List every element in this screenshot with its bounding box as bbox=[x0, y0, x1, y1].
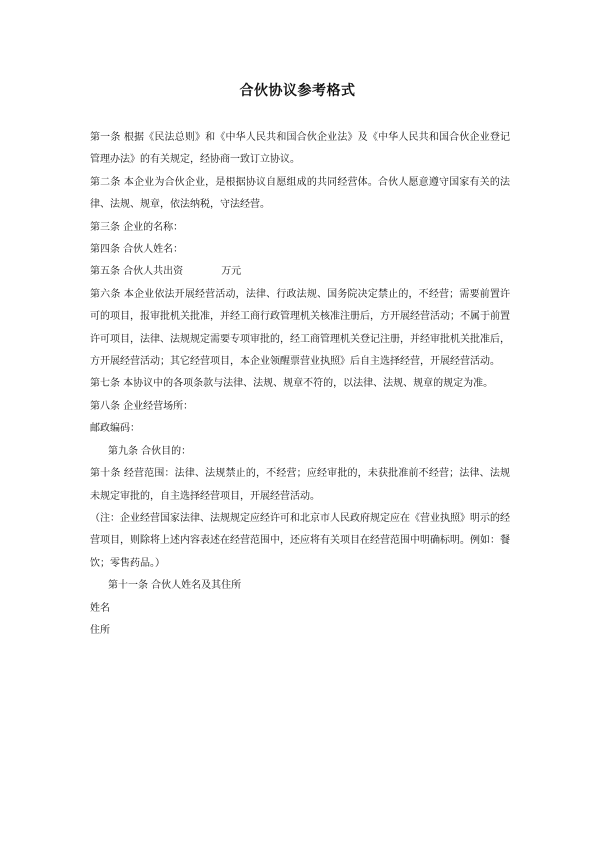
note-paragraph: （注：企业经营国家法律、法规规定应经许可和北京市人民政府规定应在《营业执照》明示的经营项目，则除将上述内容表述在经营范围中，还应将有关项目在经营范围中明确标明。例如：餐饮；零售药品。） bbox=[90, 512, 510, 569]
article-6: 第六条 本企业依法开展经营活动，法律、行政法规、国务院决定禁止的，不经营；需要前置许可的项目，报审批机关批准，并经工商行政管理机关核准注册后，方开展经营活动；不属于前置许可项目，法律、法规规定需要专项审批的，经工商管理机关登记注册，并经审批机关批准后，方开展经营活动；其它经营项目，本企业领醒票营业执照》后自主选择经营，开展经营活动。 bbox=[90, 288, 510, 368]
article-2: 第二条 本企业为合伙企业，是根据协议自愿组成的共同经营体。合伙人愿意遵守国家有关的法律、法规、规章，依法纳税，守法经营。 bbox=[90, 176, 510, 211]
article-5-unit: 万元 bbox=[221, 266, 242, 278]
article-11: 第十一条 合伙人姓名及其住所 bbox=[108, 580, 242, 592]
article-3: 第三条 企业的名称： bbox=[90, 221, 184, 233]
document-title: 合伙协议参考格式 bbox=[239, 83, 356, 99]
partner-name-field: 姓名 bbox=[90, 602, 110, 614]
article-7: 第七条 本协议中的各项条款与法律、法规、规章不符的，以法律、法规、规章的规定为准。 bbox=[90, 378, 494, 390]
article-4: 第四条 合伙人姓名： bbox=[90, 244, 184, 256]
postal-code: 邮政编码： bbox=[90, 423, 140, 435]
article-9: 第九条 合伙目的： bbox=[108, 445, 192, 457]
document-body bbox=[90, 127, 510, 642]
article-8: 第八条 企业经营场所： bbox=[90, 400, 194, 412]
article-10: 第十条 经营范围：法律、法规禁止的，不经营；应经审批的，未获批准前不经营；法律、法规未规定审批的，自主选择经营项目，开展经营活动。 bbox=[90, 468, 510, 502]
article-1: 第一条 根据《民法总则》和《中华人民共和国合伙企业法》及《中华人民共和国合伙企业登记管理办法》的有关规定，经协商一致订立协议。 bbox=[90, 132, 510, 166]
partner-address-field: 住所 bbox=[90, 624, 110, 636]
article-5-text: 第五条 合伙人共出资 bbox=[90, 266, 184, 278]
article-5 bbox=[90, 261, 510, 283]
